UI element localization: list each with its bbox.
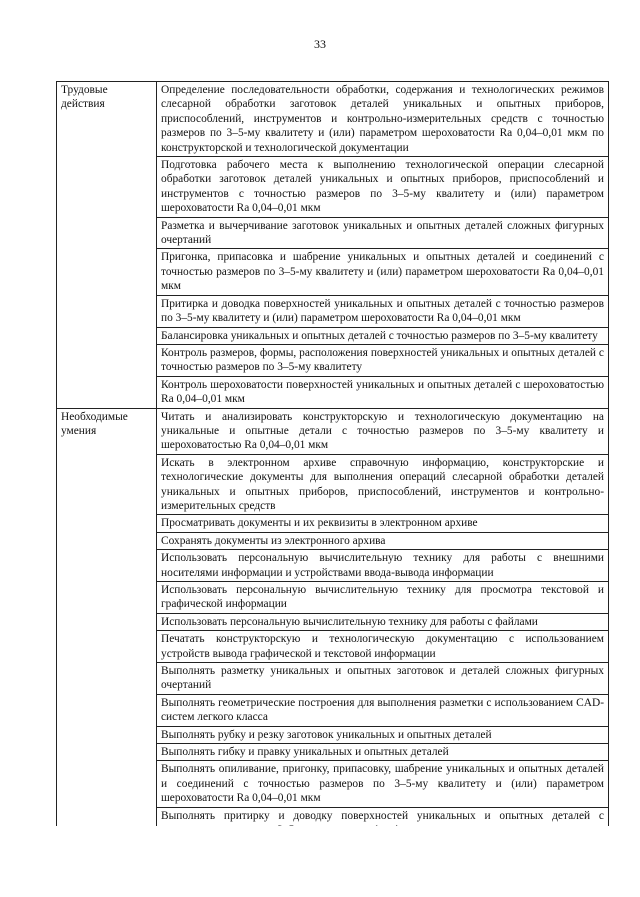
table-row bbox=[57, 408, 609, 454]
section-item: Разметка и вычерчивание заготовок уникальных и опытных деталей сложных фигурных очертаний bbox=[157, 217, 609, 249]
section-item: Контроль шероховатости поверхностей уникальных и опытных деталей с шероховатостью Ra 0,04–0,01 мкм bbox=[157, 376, 609, 408]
section-item: Искать в электронном архиве справочную информацию, конструкторские и технологические документы для выполнения операций слесарной обработки деталей уникальных и опытных приборов, приспособлений, инструментов и контрольно-измерительных средств bbox=[157, 454, 609, 515]
table-row bbox=[57, 82, 609, 157]
section-item: Использовать персональную вычислительную технику для работы с внешними носителями информации и устройствами ввода-вывода информации bbox=[157, 550, 609, 582]
section-label: Необходимые умения bbox=[57, 408, 157, 839]
requirements-table-body bbox=[57, 82, 609, 840]
section-label: Трудовые действия bbox=[57, 82, 157, 409]
section-item: Определение последовательности обработки, содержания и технологических режимов слесарной обработки заготовок деталей уникальных и опытных приборов, приспособлений, инструментов и контрольно-измерительных средств с точностью размеров по 3–5-му квалитету и (или) параметром шероховатости Ra 0,04–0,01 мкм по конструкторской и технологической документации bbox=[157, 82, 609, 157]
section-item: Выполнять опиливание, пригонку, припасовку, шабрение уникальных и опытных деталей и соединений с точностью размеров по 3–5-му квалитету и (или) параметром шероховатости Ra 0,04–0,01 мкм bbox=[157, 761, 609, 807]
requirements-table bbox=[56, 81, 609, 840]
section-item: Использовать персональную вычислительную технику для работы с файлами bbox=[157, 613, 609, 630]
section-item: Выполнять рубку и резку заготовок уникальных и опытных деталей bbox=[157, 726, 609, 743]
page-number: 33 bbox=[314, 37, 326, 51]
section-item: Выполнять гибку и правку уникальных и опытных деталей bbox=[157, 744, 609, 761]
section-item: Балансировка уникальных и опытных деталей с точностью размеров по 3–5-му квалитету bbox=[157, 327, 609, 344]
section-item: Выполнять геометрические построения для выполнения разметки с использованием CAD-систем легкого класса bbox=[157, 694, 609, 726]
section-item: Подготовка рабочего места к выполнению технологической операции слесарной обработки заготовок деталей уникальных и опытных приборов, приспособлений и инструментов с точностью размеров по 3–5-му квалитету и (или) параметром шероховатости Ra 0,04–0,01 мкм bbox=[157, 157, 609, 218]
section-item: Просматривать документы и их реквизиты в электронном архиве bbox=[157, 515, 609, 532]
section-item: Сохранять документы из электронного архива bbox=[157, 532, 609, 549]
section-item: Читать и анализировать конструкторскую и технологическую документацию на уникальные и опытные детали с точностью размеров по 3–5-му квалитету и шероховатостью Ra 0,04–0,01 мкм bbox=[157, 408, 609, 454]
section-item: Контроль размеров, формы, расположения поверхностей уникальных и опытных деталей с точностью размеров по 3–5-му квалитету bbox=[157, 344, 609, 376]
section-item: Притирка и доводка поверхностей уникальных и опытных деталей с точностью размеров по 3–5-му квалитету и (или) параметром шероховатости Ra 0,04–0,01 мкм bbox=[157, 295, 609, 327]
page-bottom-edge bbox=[0, 826, 640, 897]
section-item: Использовать персональную вычислительную технику для просмотра текстовой и графической информации bbox=[157, 582, 609, 614]
section-item: Пригонка, припасовка и шабрение уникальных и опытных деталей и соединений с точностью размеров по 3–5-му квалитету и (или) параметром шероховатости Ra 0,04–0,01 мкм bbox=[157, 249, 609, 295]
section-item: Выполнять притирку и доводку поверхностей уникальных и опытных деталей с bbox=[157, 807, 609, 839]
section-item: Печатать конструкторскую и технологическую документацию с использованием устройств вывода графической и текстовой информации bbox=[157, 631, 609, 663]
section-item: Выполнять разметку уникальных и опытных заготовок и деталей сложных фигурных очертаний bbox=[157, 663, 609, 695]
